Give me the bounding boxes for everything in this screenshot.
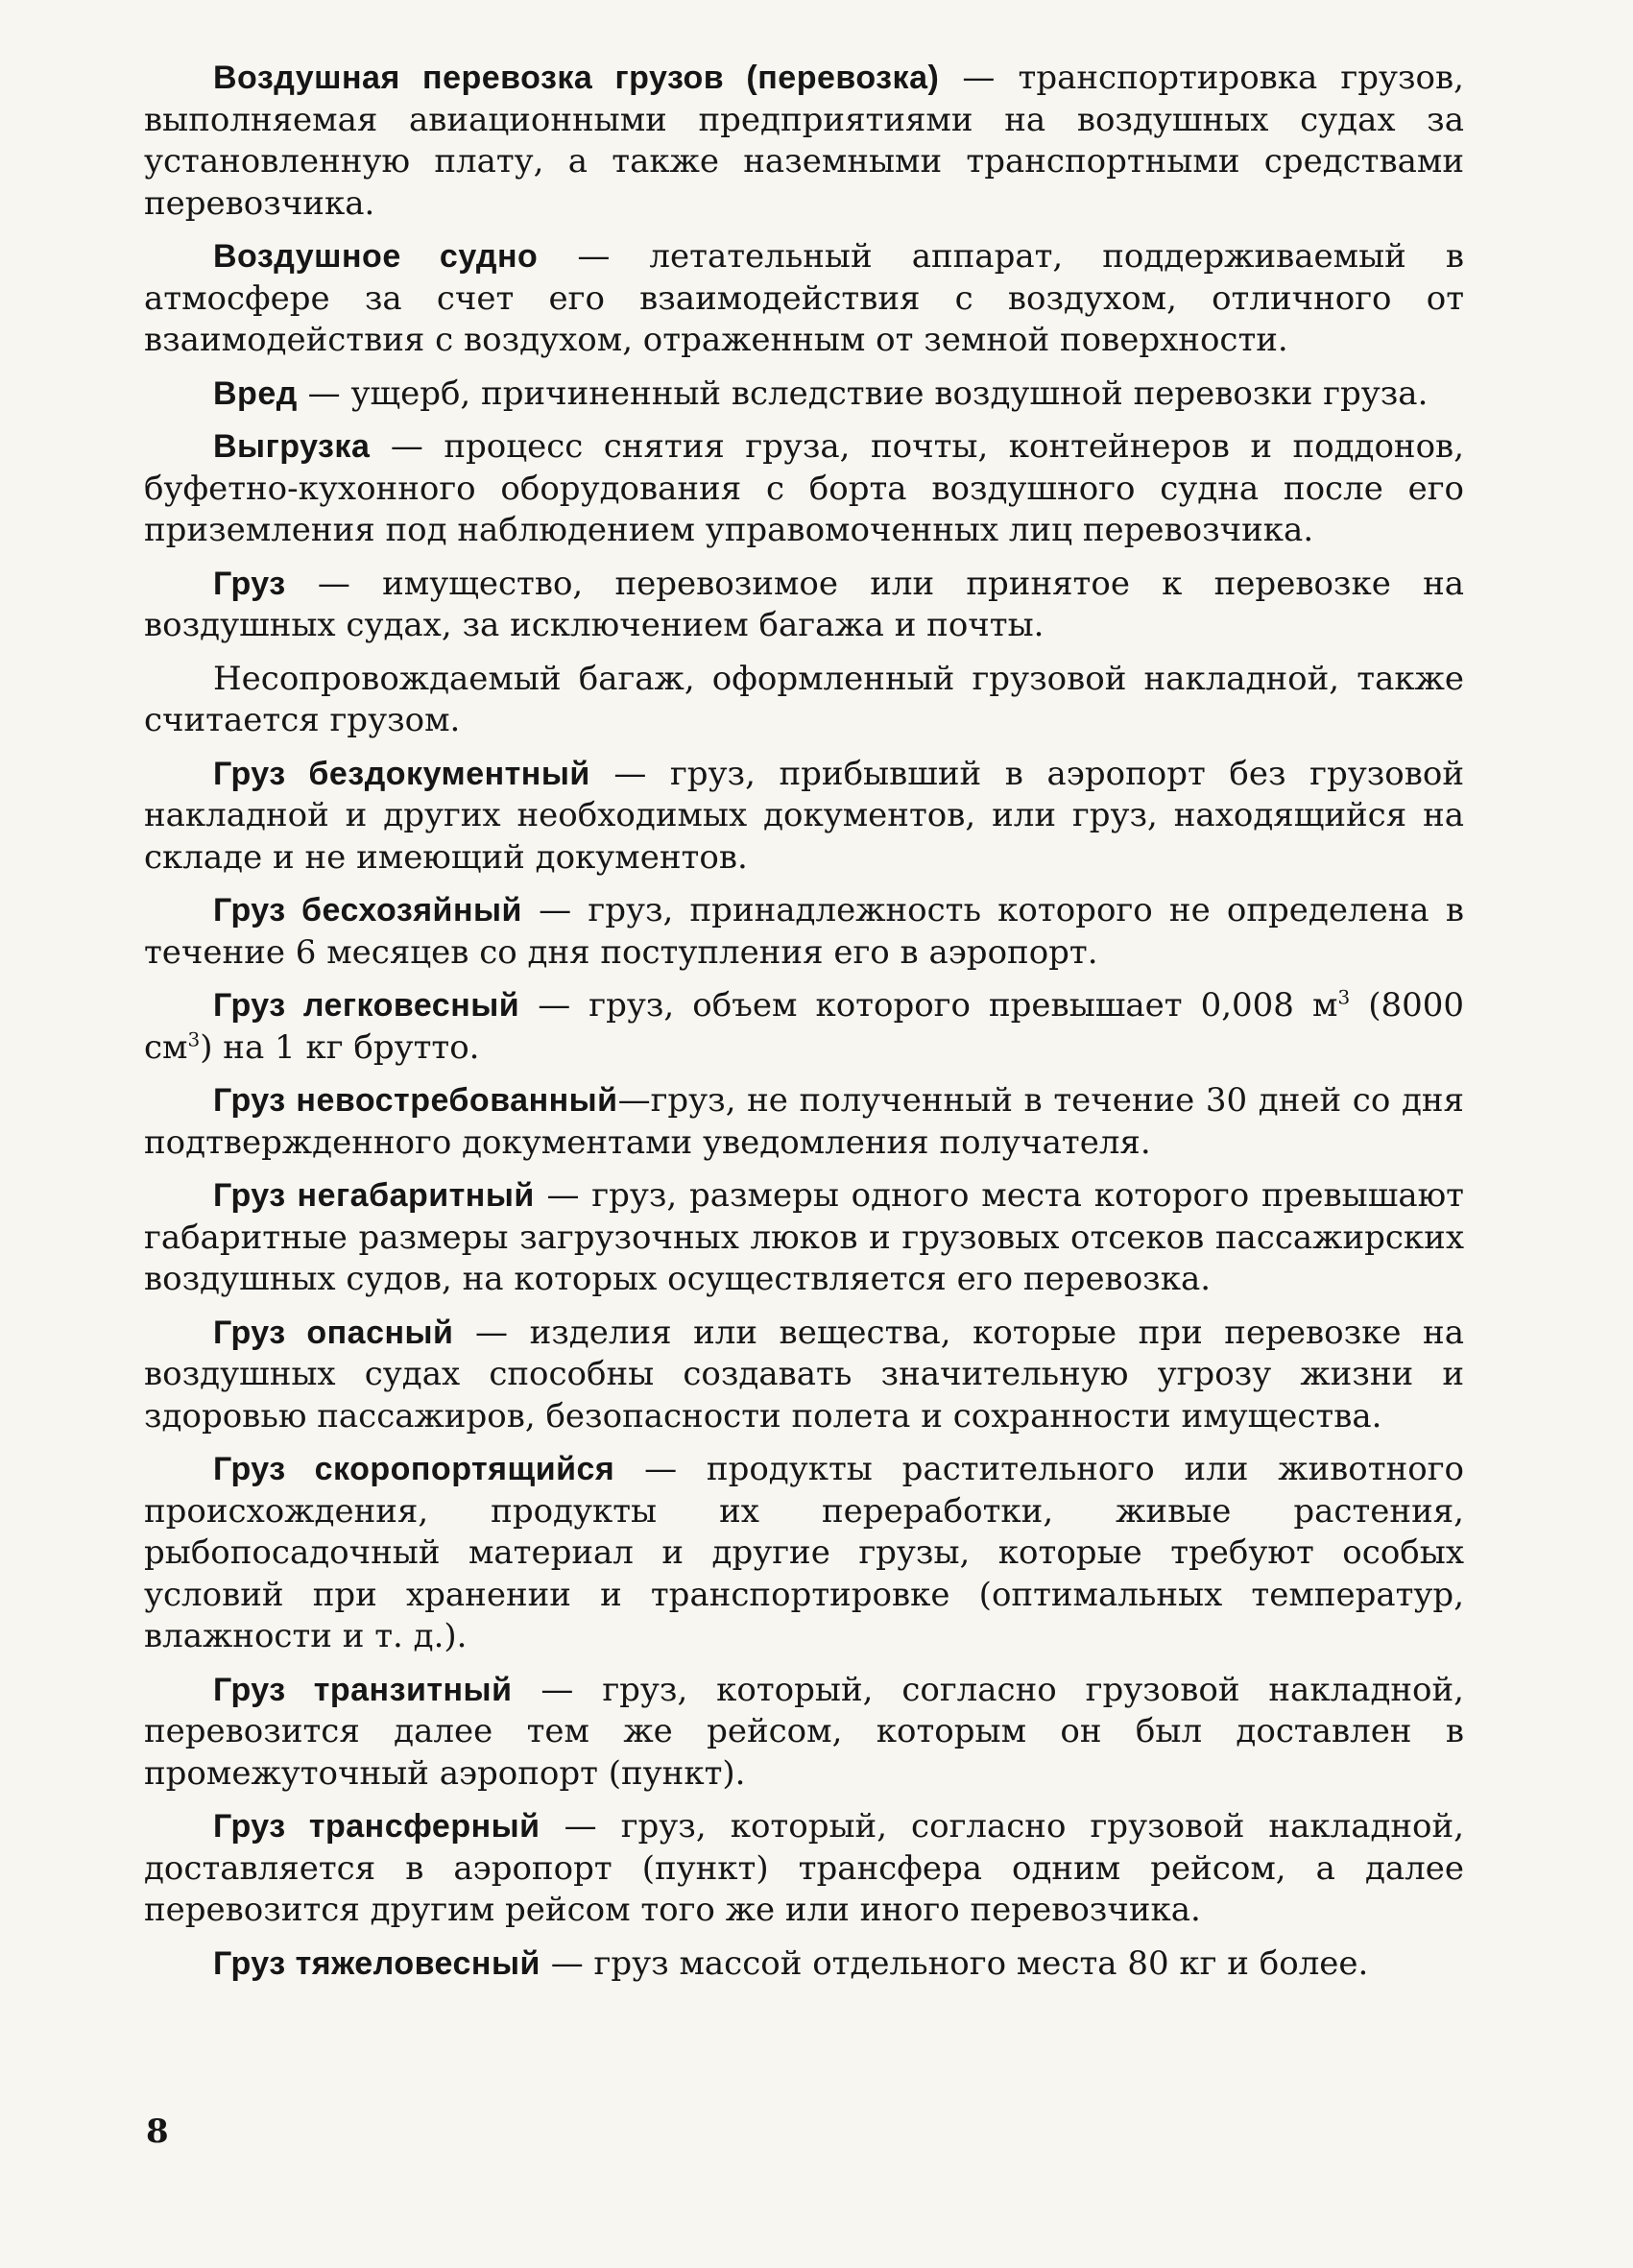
- entry-definition: груз, принадлежность которого не определена в течение 6 месяцев со дня поступления его в аэропорт.: [144, 891, 1464, 972]
- entry-term: Воздушное судно: [213, 238, 539, 275]
- entry-definition: груз, объем которого превышает 0,008 м: [588, 986, 1338, 1025]
- glossary-entry: [144, 1670, 1464, 1796]
- entry-definition: груз, который, согласно грузовой накладной, доставляется в аэропорт (пункт) трансфера одним рейсом, а далее перевозится другим рейсом того же или иного перевозчика.: [144, 1807, 1464, 1929]
- entry-definition: летательный аппарат, поддерживаемый в атмосфере за счет его взаимодействия с воздухом, отличного от взаимодействия с воздухом, отраженным от земной поверхности.: [144, 237, 1464, 359]
- entry-definition: груз, который, согласно грузовой накладной, перевозится далее тем же рейсом, которым он был доставлен в промежуточный аэропорт (пункт).: [144, 1670, 1464, 1793]
- entry-term: Груз транзитный: [213, 1671, 513, 1708]
- superscript-exponent: 3: [187, 1027, 201, 1051]
- entry-definition-continued: (8000 см: [144, 986, 1465, 1067]
- entry-separator: —: [370, 427, 444, 466]
- glossary-entry: [144, 1449, 1464, 1658]
- entry-separator: —: [521, 891, 588, 929]
- entry-term: Груз скоропортящийся: [213, 1451, 615, 1487]
- entry-term: Груз бесхозяйный: [213, 892, 522, 929]
- entry-definition: Несопровождаемый багаж, оформленный грузовой накладной, также считается грузом.: [144, 659, 1464, 739]
- entry-term: Груз невостребованный: [213, 1082, 618, 1119]
- superscript-exponent: 3: [1337, 985, 1351, 1009]
- entry-separator: —: [617, 1081, 651, 1120]
- entry-term: Груз легковесный: [213, 987, 520, 1024]
- entry-separator: —: [939, 59, 1019, 97]
- entry-separator: —: [538, 237, 650, 276]
- entry-definition: ущерб, причиненный вследствие воздушной перевозки груза.: [350, 374, 1429, 413]
- glossary-text: [144, 58, 1464, 1996]
- entry-definition: изделия или вещества, которые при перевозке на воздушных судах способны создавать значительную угрозу жизни и здоровью пассажиров, безопасности полета и сохранности имущества.: [144, 1313, 1464, 1436]
- glossary-entry: [144, 58, 1464, 225]
- entry-definition: имущество, перевозимое или принятое к перевозке на воздушных судах, за исключением багажа и почты.: [144, 564, 1464, 644]
- entry-separator: —: [519, 986, 589, 1025]
- glossary-entry: [144, 1080, 1464, 1164]
- entry-term: Груз опасный: [213, 1314, 454, 1351]
- glossary-entry: [144, 1806, 1464, 1932]
- entry-term: Воздушная перевозка грузов (перевозка): [213, 60, 940, 96]
- glossary-entry: [144, 236, 1464, 362]
- entry-term: Вред: [213, 374, 298, 412]
- entry-separator: —: [540, 1807, 621, 1846]
- glossary-entry: [144, 754, 1464, 880]
- entry-separator: —: [285, 564, 383, 603]
- glossary-entry: [144, 374, 1464, 416]
- glossary-entry: [144, 1175, 1464, 1301]
- entry-term: Груз: [213, 565, 286, 602]
- entry-separator: —: [297, 374, 351, 413]
- entry-separator: —: [512, 1670, 603, 1709]
- entry-definition: груз массой отдельного места 80 кг и более.: [593, 1943, 1369, 1983]
- page-number: 8: [146, 2112, 169, 2151]
- entry-definition: груз, не полученный в течение 30 дней со дня подтвержденного документами уведомления получателя.: [144, 1081, 1464, 1162]
- glossary-entry: [144, 890, 1464, 974]
- entry-definition: груз, размеры одного места которого превышают габаритные размеры загрузочных люков и грузовых отсеков пассажирских воздушных судов, на которых осуществляется его перевозка.: [144, 1176, 1464, 1298]
- entry-separator: —: [614, 1450, 707, 1488]
- entry-term: Груз трансферный: [213, 1808, 540, 1845]
- entry-term: Груз негабаритный: [213, 1177, 535, 1214]
- glossary-entry: [144, 564, 1464, 647]
- glossary-entry: [144, 985, 1464, 1069]
- entry-definition: груз, прибывший в аэропорт без грузовой накладной и других необходимых документов, или груз, находящийся на складе и не имеющий документов.: [144, 754, 1464, 877]
- entry-definition-end: ) на 1 кг брутто.: [200, 1027, 480, 1067]
- entry-separator: —: [453, 1313, 530, 1352]
- entry-separator: —: [540, 1943, 594, 1983]
- entry-definition: процесс снятия груза, почты, контейнеров и поддонов, буфетно-кухонного оборудования с борта воздушного судна после его приземления под наблюдением управомоченных лиц перевозчика.: [144, 427, 1465, 549]
- entry-definition: продукты растительного или животного происхождения, продукты их переработки, живые растения, рыбопосадочный материал и другие грузы, которые требуют особых условий при хранении и транспортировке (оптимальных температур, влажности и т. д.).: [144, 1450, 1465, 1655]
- entry-definition: транспортировка грузов, выполняемая авиационными предприятиями на воздушных судах за установленную плату, а также наземными транспортными средствами перевозчика.: [144, 59, 1464, 223]
- glossary-entry: [144, 426, 1464, 552]
- entry-term: Выгрузка: [213, 428, 371, 465]
- entry-term: Груз тяжеловесный: [213, 1944, 540, 1982]
- entry-separator: —: [534, 1176, 592, 1215]
- entry-separator: —: [589, 754, 670, 793]
- glossary-entry: [144, 1943, 1464, 1986]
- glossary-note: [144, 659, 1464, 742]
- glossary-entry: [144, 1313, 1464, 1438]
- entry-term: Груз бездокументный: [213, 755, 590, 792]
